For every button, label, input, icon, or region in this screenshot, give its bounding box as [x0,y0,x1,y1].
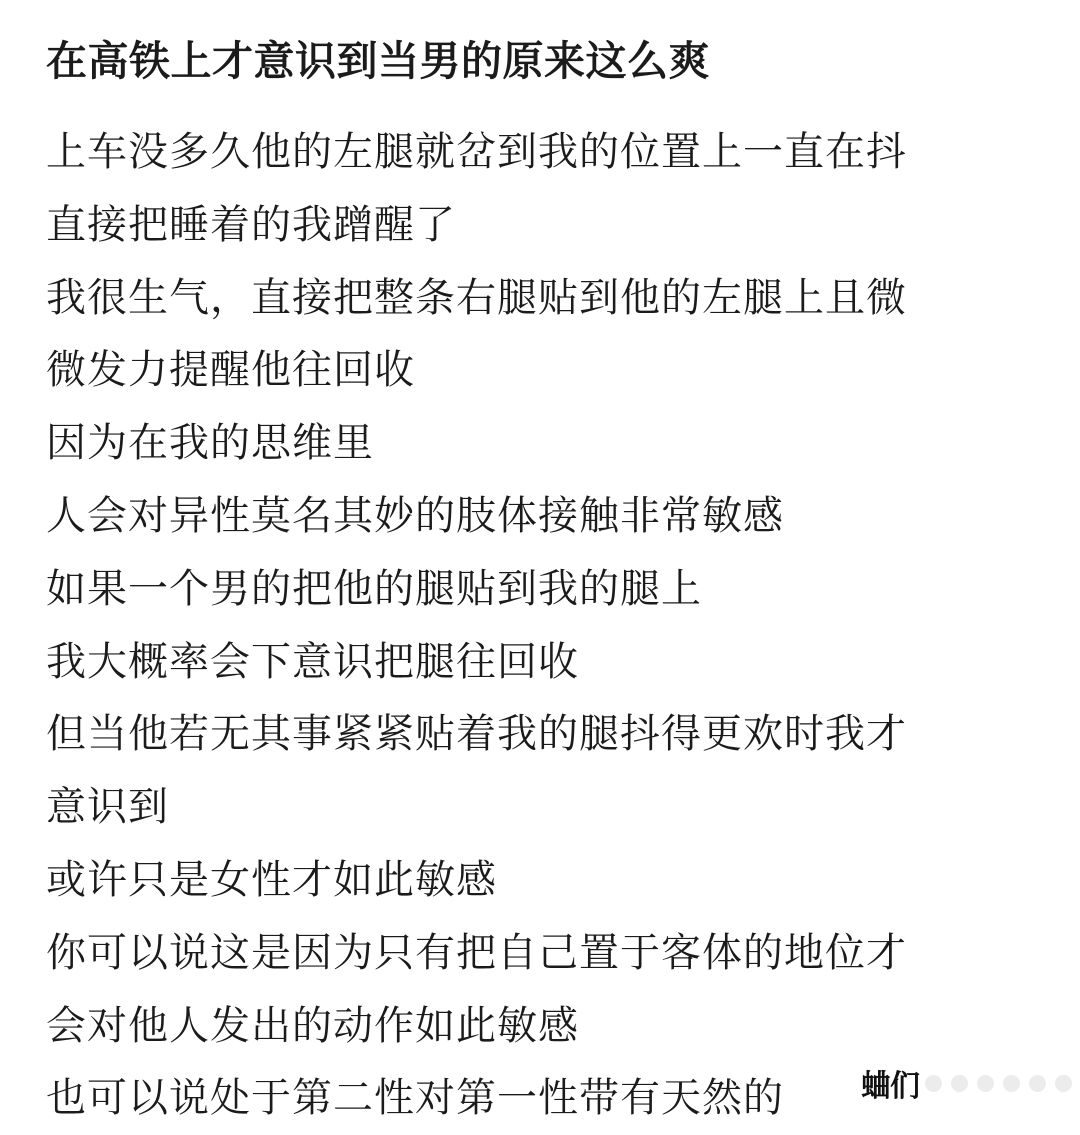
post-line: 或许只是女性才如此敏感 [46,856,497,903]
post-line: 但当他若无其事紧紧贴着我的腿抖得更欢时我才 [46,711,907,758]
watermark-dot-icon [1003,1075,1020,1092]
watermark-dot-icon [977,1075,994,1092]
post-line: 你可以说这是因为只有把自己置于客体的地位才 [46,929,907,976]
post-line: 如果一个男的把他的腿贴到我的腿上 [46,565,702,612]
watermark-dot-icon [925,1075,942,1092]
watermark-dot-icon [951,1075,968,1092]
post-body [46,116,1046,1135]
post-line: 也可以说处于第二性对第一性带有天然的 [46,1075,784,1122]
watermark-text: 蛐们 [861,1069,919,1104]
post-line: 会对他人发出的动作如此敏感 [46,1002,579,1049]
post-line: 因为在我的思维里 [46,420,374,467]
post-line: 微发力提醒他往回收 [46,347,415,394]
post-line: 意识到 [46,784,169,831]
post-line: 我很生气，直接把整条右腿贴到他的左腿上且微 [46,274,907,321]
watermark-dot-icon [1029,1075,1046,1092]
post-line: 上车没多久他的左腿就岔到我的位置上一直在抖 [46,129,907,175]
post-line: 我大概率会下意识把腿往回收 [46,638,579,685]
post-line: 直接把睡着的我蹭醒了 [46,201,456,248]
post-title: 在高铁上才意识到当男的原来这么爽 [46,37,710,85]
watermark-dots [925,1075,1072,1092]
watermark-dot-icon [1055,1075,1072,1092]
watermark [857,1057,1072,1109]
post-line: 人会对异性莫名其妙的肢体接触非常敏感 [46,492,784,539]
